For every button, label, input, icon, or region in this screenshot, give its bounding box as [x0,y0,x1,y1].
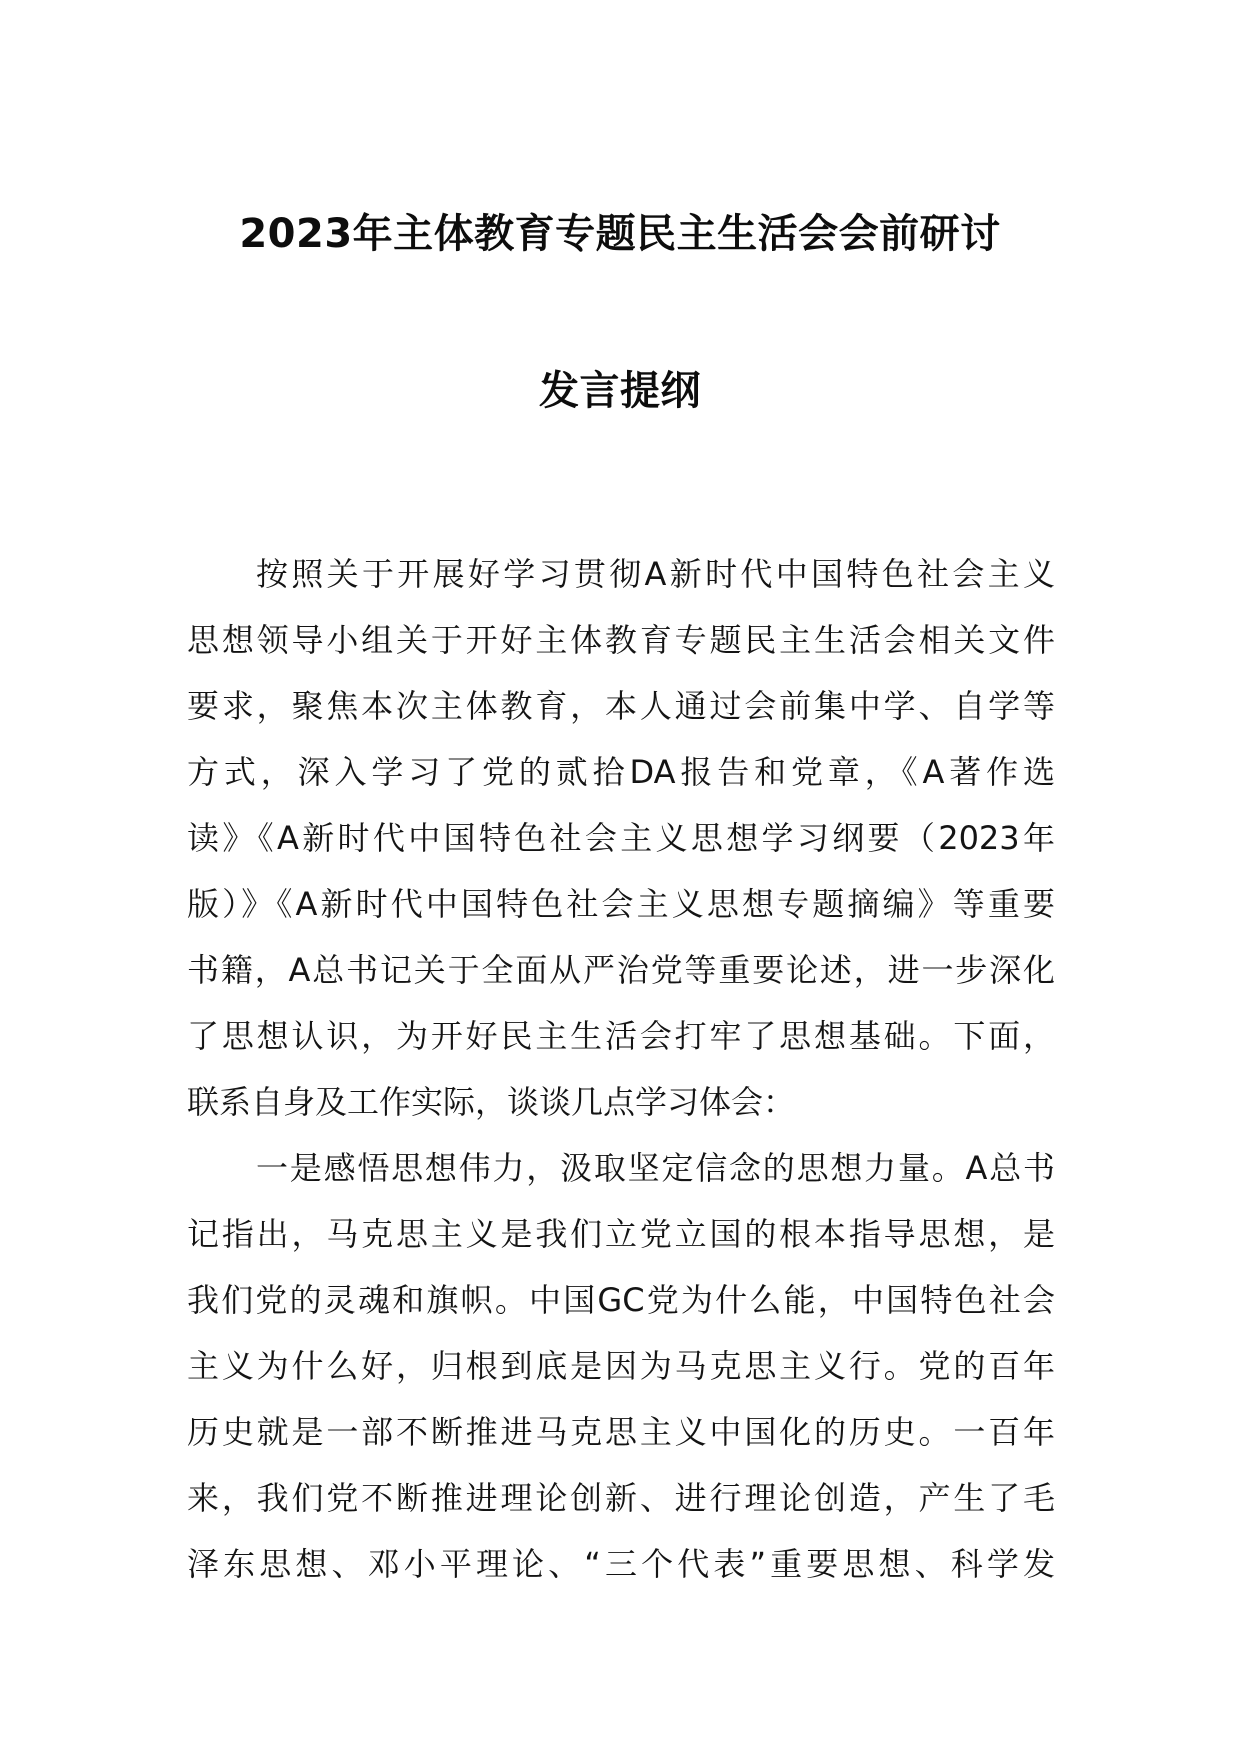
document-title-line-1: 2023年主体教育专题民主生活会会前研讨 [239,211,1001,257]
body-text-line: 书籍，A总书记关于全面从严治党等重要论述，进一步深化 [187,951,1055,989]
body-text-line: 按照关于开展好学习贯彻A新时代中国特色社会主义 [256,555,1055,593]
body-text-line: 读》《A新时代中国特色社会主义思想学习纲要（2023年 [187,819,1055,857]
body-text-line: 主义为什么好，归根到底是因为马克思主义行。党的百年 [187,1347,1055,1385]
document-title-line-2: 发言提纲 [539,368,701,414]
body-text-line: 历史就是一部不断推进马克思主义中国化的历史。一百年 [187,1413,1055,1451]
body-text-line: 联系自身及工作实际，谈谈几点学习体会： [187,1083,796,1121]
body-text-line: 记指出，马克思主义是我们立党立国的根本指导思想，是 [187,1215,1055,1253]
body-text-line: 来，我们党不断推进理论创新、进行理论创造，产生了毛 [187,1479,1055,1517]
body-text-line: 一是感悟思想伟力，汲取坚定信念的思想力量。A总书 [256,1149,1055,1187]
body-text-line: 要求，聚焦本次主体教育，本人通过会前集中学、自学等 [187,687,1055,725]
body-text-line: 方式，深入学习了党的贰拾DA报告和党章，《A著作选 [187,753,1055,791]
body-text-line: 了思想认识，为开好民主生活会打牢了思想基础。下面， [187,1017,1055,1055]
body-text-line: 泽东思想、邓小平理论、“三个代表”重要思想、科学发 [187,1545,1055,1583]
body-text-line: 思想领导小组关于开好主体教育专题民主生活会相关文件 [187,621,1055,659]
body-text-line: 我们党的灵魂和旗帜。中国GC党为什么能，中国特色社会 [187,1281,1055,1319]
body-text-line: 版）》《A新时代中国特色社会主义思想专题摘编》等重要 [187,885,1055,923]
